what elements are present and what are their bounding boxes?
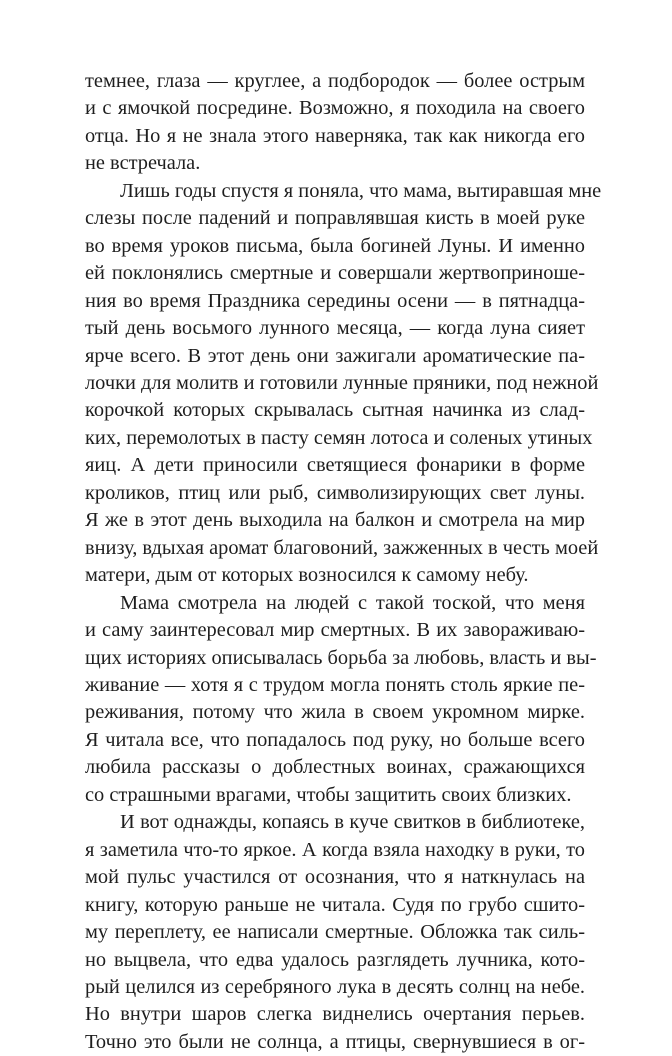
- paragraph: [85, 68, 585, 178]
- text-line: щих историях описывалась борьба за любовь, власть и вы-: [85, 646, 597, 669]
- text-line: я заметила что-то яркое. А когда взяла находку в руки, то: [85, 838, 585, 861]
- text-line: ярче всего. В этот день они зажигали ароматические па-: [85, 344, 585, 367]
- text-line: матери, дым от которых возносился к самому небу.: [85, 564, 529, 587]
- text-line: темнее, глаза — круглее, а подбородок — более острым: [85, 70, 585, 92]
- text-line: ких, перемолотых в пасту семян лотоса и соленых утиных: [85, 426, 593, 449]
- text-line: мой пульс участился от осознания, что я наткнулась на: [85, 866, 585, 889]
- text-line: кроликов, птиц или рыб, символизирующих свет луны.: [85, 481, 585, 504]
- text-line: ния во время Праздника середины осени — в пятнадца-: [85, 289, 585, 312]
- text-line: му переплету, ее написали смертные. Обложка так силь-: [85, 921, 585, 944]
- text-line: Мама смотрела на людей с такой тоской, что меня: [120, 591, 585, 614]
- body-text: [85, 68, 602, 1056]
- text-line: И вот однажды, копаясь в куче свитков в библиотеке,: [120, 811, 585, 834]
- text-line: во время уроков письма, была богиней Луны. И именно: [85, 234, 585, 257]
- paragraph: [85, 590, 597, 810]
- text-line: рый целился из серебряного лука в десять солнц на небе.: [85, 975, 585, 998]
- text-line: слезы после падений и поправлявшая кисть в моей руке: [85, 207, 585, 230]
- text-line: со страшными врагами, чтобы защитить своих близких.: [85, 783, 572, 806]
- text-line: внизу, вдыхая аромат благовоний, зажженных в честь моей: [85, 536, 599, 559]
- text-line: корочкой которых скрывалась сытная начинка из слад-: [85, 399, 585, 422]
- text-line: яиц. А дети приносили светящиеся фонарики в форме: [85, 454, 585, 477]
- text-line: любила рассказы о доблестных воинах, сражающихся: [85, 756, 585, 779]
- text-line: Я же в этот день выходила на балкон и смотрела на мир: [85, 509, 585, 532]
- text-line: ей поклонялись смертные и совершали жертвоприноше-: [85, 262, 585, 285]
- text-line: и с ямочкой посредине. Возможно, я походила на своего: [85, 97, 585, 120]
- text-line: живание — хотя я с трудом могла понять столь яркие пе-: [85, 673, 585, 696]
- text-line: книгу, которую раньше не читала. Судя по грубо сшито-: [85, 893, 585, 916]
- text-line: Лишь годы спустя я поняла, что мама, вытиравшая мне: [120, 179, 602, 202]
- paragraph: [85, 809, 585, 1056]
- text-line: реживания, потому что жила в своем укромном мирке.: [85, 701, 585, 724]
- text-line: тый день восьмого лунного месяца, — когда луна сияет: [85, 317, 585, 340]
- text-line: Я читала все, что попадалось под руку, но больше всего: [85, 728, 585, 751]
- text-line: лочки для молитв и готовили лунные пряники, под нежной: [85, 371, 599, 394]
- paragraph: [85, 178, 602, 590]
- text-line: не встречала.: [85, 152, 201, 175]
- text-line: Точно это были не солнца, а птицы, свернувшиеся в ог-: [85, 1030, 585, 1053]
- text-line: но выцвела, что едва удалось разглядеть лучника, кото-: [85, 948, 585, 971]
- text-line: и саму заинтересовал мир смертных. В их завораживаю-: [85, 619, 585, 642]
- text-line: отца. Но я не знала этого наверняка, так как никогда его: [85, 124, 585, 147]
- text-line: Но внутри шаров слегка виднелись очертания перьев.: [85, 1003, 585, 1026]
